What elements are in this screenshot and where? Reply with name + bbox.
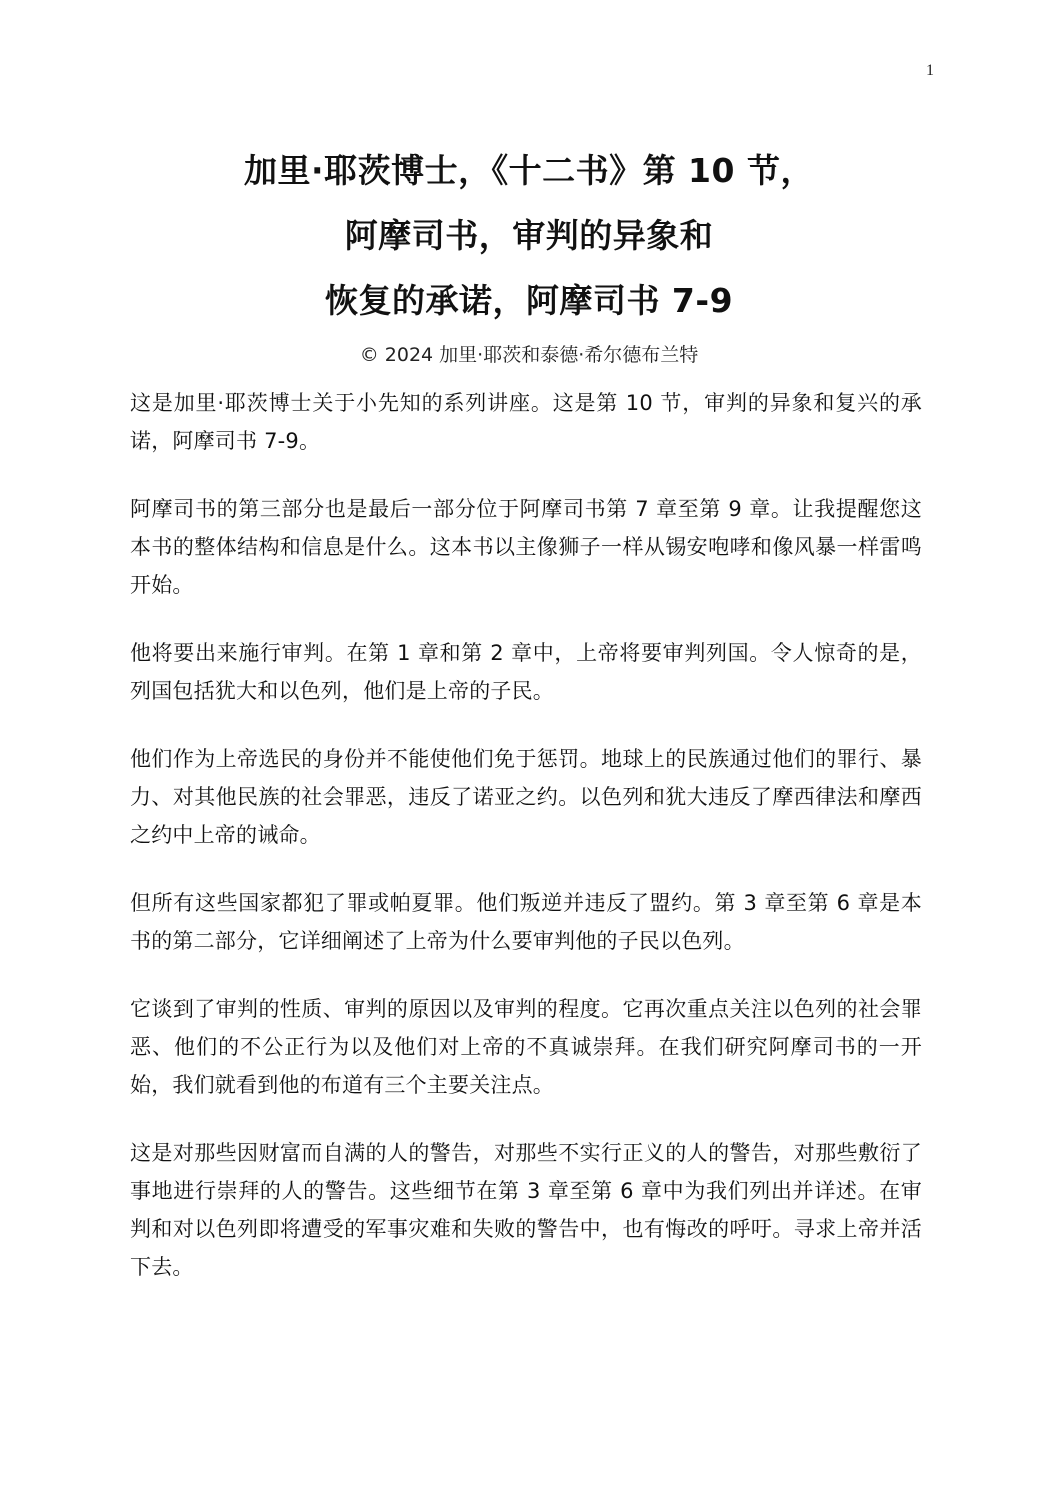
document-body	[130, 384, 922, 1316]
paragraph-3: 他将要出来施行审判。在第 1 章和第 2 章中，上帝将要审判列国。令人惊奇的是，列国包括犹大和以色列，他们是上帝的子民。	[130, 641, 922, 703]
page-number: 1	[926, 62, 934, 79]
paragraph-4: 他们作为上帝选民的身份并不能使他们免于惩罚。地球上的民族通过他们的罪行、暴力、对其他民族的社会罪恶，违反了诺亚之约。以色列和犹大违反了摩西律法和摩西之约中上帝的诫命。	[130, 747, 922, 847]
paragraph-2: 阿摩司书的第三部分也是最后一部分位于阿摩司书第 7 章至第 9 章。让我提醒您这本书的整体结构和信息是什么。这本书以主像狮子一样从锡安咆哮和像风暴一样雷鸣开始。	[130, 497, 922, 597]
paragraph-1: 这是加里·耶茨博士关于小先知的系列讲座。这是第 10 节，审判的异象和复兴的承诺，阿摩司书 7-9。	[130, 391, 922, 453]
title-line-1: 加里·耶茨博士，《十二书》第 10 节，	[244, 151, 814, 190]
paragraph-5: 但所有这些国家都犯了罪或帕夏罪。他们叛逆并违反了盟约。第 3 章至第 6 章是本书的第二部分，它详细阐述了上帝为什么要审判他的子民以色列。	[130, 891, 922, 953]
paragraph-7: 这是对那些因财富而自满的人的警告，对那些不实行正义的人的警告，对那些敷衍了事地进行崇拜的人的警告。这些细节在第 3 章至第 6 章中为我们列出并详述。在审判和对以色列即将遭受的军事灾难和失败的警告中，也有悔改的呼吁。寻求上帝并活下去。	[130, 1141, 922, 1279]
paragraph-6: 它谈到了审判的性质、审判的原因以及审判的程度。它再次重点关注以色列的社会罪恶、他们的不公正行为以及他们对上帝的不真诚崇拜。在我们研究阿摩司书的一开始，我们就看到他的布道有三个主要关注点。	[130, 997, 922, 1097]
title-block	[0, 138, 1058, 373]
title-line-3: 恢复的承诺，阿摩司书 7-9	[324, 281, 734, 320]
title-line-2: 阿摩司书，审判的异象和	[344, 216, 714, 255]
copyright-line: © 2024 加里·耶茨和泰德·希尔德布兰特	[359, 344, 699, 366]
